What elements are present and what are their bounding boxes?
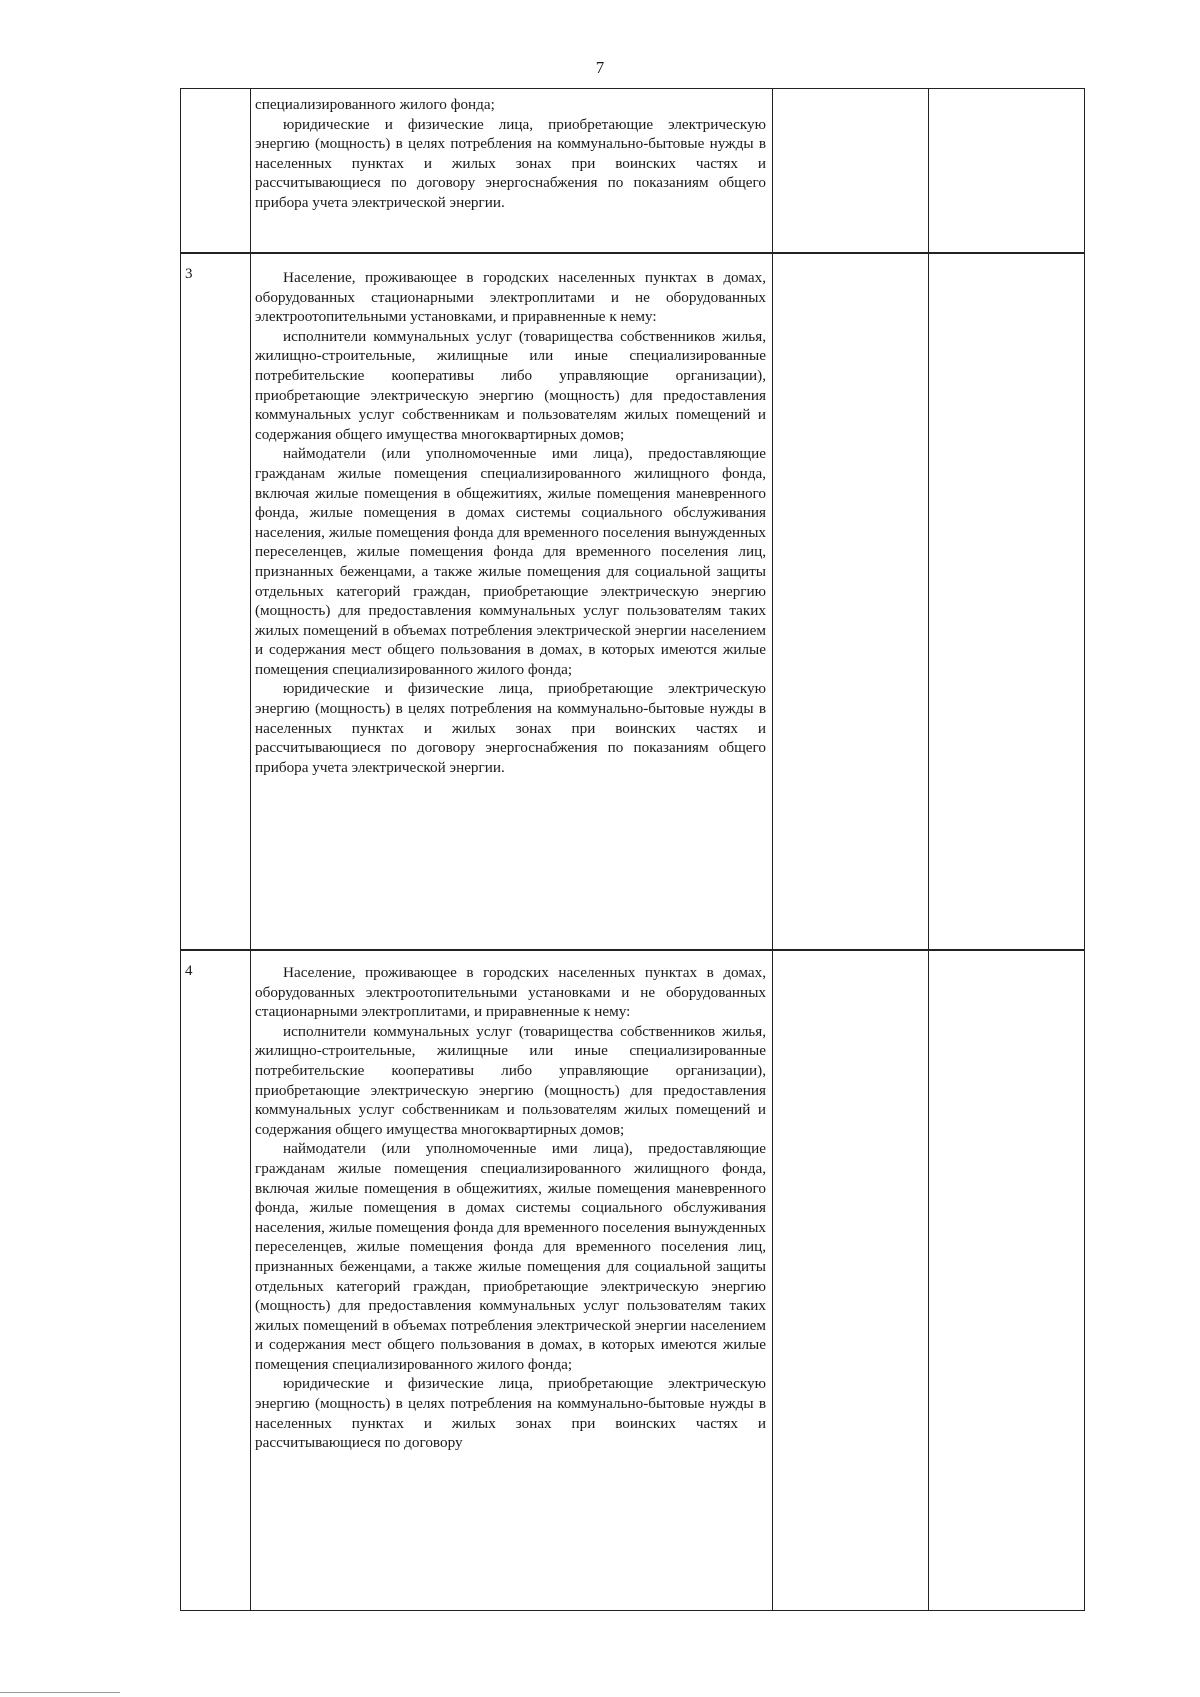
row-number: 4: [185, 963, 193, 979]
column-divider: [250, 254, 251, 949]
column-divider: [928, 254, 929, 949]
column-divider: [928, 89, 929, 252]
paragraph: Население, проживающее в городских населенных пунктах в домах, оборудованных электроотопительными установками и не оборудованных стационарными электроплитами, и приравненные к нему:: [255, 964, 766, 1021]
paragraph: исполнители коммунальных услуг (товарищества собственников жилья, жилищно-строительные, жилищные или иные специализированные потребительские кооперативы либо управляющие организации), приобретающие электрическую энергию (мощность) для предоставления коммунальных услуг собственникам и пользователям жилых помещений и содержания общего имущества многоквартирных домов;: [255, 327, 766, 443]
column-divider: [772, 89, 773, 252]
scan-edge-mark: [0, 1692, 120, 1693]
column-divider: [772, 254, 773, 949]
paragraph: Население, проживающее в городских населенных пунктах в домах, оборудованных стационарными электроплитами и не оборудованных электроотопительными установками, и приравненные к нему:: [255, 269, 766, 326]
paragraph: исполнители коммунальных услуг (товарищества собственников жилья, жилищно-строительные, жилищные или иные специализированные потребительские кооперативы либо управляющие организации), приобретающие электрическую энергию (мощность) для предоставления коммунальных услуг собственникам и пользователям жилых помещений и содержания общего имущества многоквартирных домов;: [255, 1022, 766, 1138]
row-text: [255, 95, 766, 213]
row-number: 3: [185, 266, 193, 282]
column-divider: [250, 89, 251, 252]
column-divider: [928, 951, 929, 1610]
column-divider: [772, 951, 773, 1610]
row-text: [255, 963, 766, 1453]
row-text: [255, 268, 766, 777]
paragraph: юридические и физические лица, приобретающие электрическую энергию (мощность) в целях потребления на коммунально-бытовые нужды в населенных пунктах и жилых зонах при воинских частях и рассчитывающиеся по договору энергоснабжения по показаниям общего прибора учета электрической энергии.: [255, 680, 766, 776]
column-divider: [250, 951, 251, 1610]
paragraph: наймодатели (или уполномоченные ими лица), предоставляющие гражданам жилые помещения специализированного жилищного фонда, включая жилые помещения в общежитиях, жилые помещения маневренного фонда, жилые помещения в домах системы социального обслуживания населения, жилые помещения фонда для временного поселения вынужденных переселенцев, жилые помещения фонда для временного поселения лиц, признанных беженцами, а также жилые помещения для социальной защиты отдельных категорий граждан, приобретающие электрическую энергию (мощность) для предоставления коммунальных услуг пользователям таких жилых помещений в объемах потребления электрической энергии населением и содержания мест общего пользования в домах, в которых имеются жилые помещения специализированного жилого фонда;: [255, 1140, 766, 1373]
page-number: 7: [595, 58, 605, 77]
paragraph: наймодатели (или уполномоченные ими лица), предоставляющие гражданам жилые помещения специализированного жилищного фонда, включая жилые помещения в общежитиях, жилые помещения маневренного фонда, жилые помещения в домах системы социального обслуживания населения, жилые помещения фонда для временного поселения вынужденных переселенцев, жилые помещения фонда для временного поселения лиц, признанных беженцами, а также жилые помещения для социальной защиты отдельных категорий граждан, приобретающие электрическую энергию (мощность) для предоставления коммунальных услуг пользователям таких жилых помещений в объемах потребления электрической энергии населением и содержания мест общего пользования в домах, в которых имеются жилые помещения специализированного жилого фонда;: [255, 445, 766, 678]
table-row: [180, 253, 1085, 950]
paragraph: юридические и физические лица, приобретающие электрическую энергию (мощность) в целях потребления на коммунально-бытовые нужды в населенных пунктах и жилых зонах при воинских частях и рассчитывающиеся по договору энергоснабжения по показаниям общего прибора учета электрической энергии.: [255, 115, 766, 211]
table-row: [180, 950, 1085, 1611]
table-row: [180, 88, 1085, 253]
paragraph: специализированного жилого фонда;: [255, 96, 495, 113]
paragraph: юридические и физические лица, приобретающие электрическую энергию (мощность) в целях потребления на коммунально-бытовые нужды в населенных пунктах и жилых зонах при воинских частях и рассчитывающиеся по договору: [255, 1375, 766, 1452]
